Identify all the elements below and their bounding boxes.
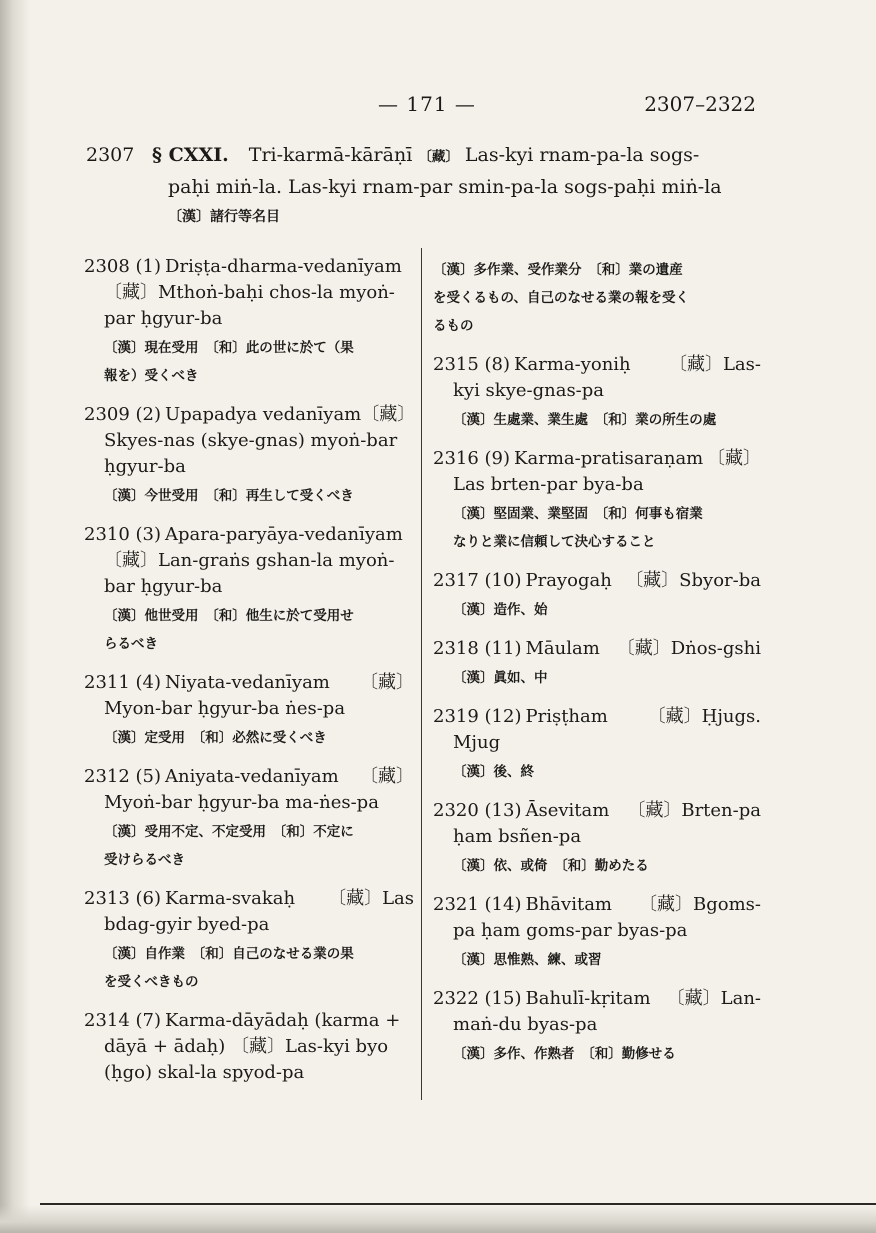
entry-number: 2319 (12) [433,706,522,727]
tibetan-lead: 〔藏〕Las [328,888,414,909]
cjk-gloss: 〔漢〕他世受用 〔和〕他生に於て受用せ [104,608,354,624]
dictionary-entry [84,764,414,872]
entry-number: 2317 (10) [433,570,522,591]
entry-headword-line [84,1008,414,1034]
entry-number: 2320 (13) [433,800,522,821]
entry-headword-line [84,764,414,790]
sanskrit-term: Karma-yoniḥ [514,354,631,375]
entry-number: 2321 (14) [433,894,522,915]
sanskrit-term: Bhāvitam [525,894,612,915]
entry-headword [433,446,707,472]
entry-headword-line [433,568,761,594]
entry-headword-line [433,446,761,472]
entry-number: 2309 (2) [84,404,162,425]
section-title: Tri-karmā-kārāṇī [248,144,413,166]
dictionary-entry [84,254,414,388]
section-entry-number: 2307 [86,144,135,166]
entry-headword-line [433,798,761,824]
entry-number: 2308 (1) [84,256,162,277]
entry-headword-line [433,986,761,1012]
cjk-gloss: なりと業に信頼して決心すること [453,534,656,550]
tibetan-equivalent: Skyes-nas (skye-gnas) myoṅ-bar [104,430,398,451]
page-bottom-rule [40,1203,876,1205]
section-han-gloss: 〔漢〕諸行等名目 [168,209,280,225]
tibetan-lead: 〔藏〕 [707,448,761,469]
cjk-gloss: 受けらるべき [104,852,185,868]
tibetan-equivalent: Myon-bar ḥgyur-ba ṅes-pa [104,698,346,719]
tibetan-lead: 〔藏〕Brten-pa [627,800,761,821]
entry-headword [433,352,669,378]
tibetan-lead: 〔藏〕Sbyor-ba [625,570,761,591]
tibetan-equivalent: ḥgyur-ba [104,456,186,477]
cjk-gloss: 〔漢〕多作、作熟者 〔和〕勤修せる [453,1046,676,1062]
cjk-gloss: るもの [433,318,474,334]
cjk-gloss: 〔漢〕多作業、受作業分 〔和〕業の遺産 [433,262,683,278]
tibetan-equivalent: par ḥgyur-ba [104,308,223,329]
dictionary-entry [84,670,414,750]
cjk-gloss: 〔漢〕受用不定、不定受用 〔和〕不定に [104,824,354,840]
entry-headword [84,1008,414,1034]
entry-headword [84,522,414,548]
section-heading [86,140,766,232]
cjk-gloss: 〔漢〕造作、始 [453,602,548,618]
entry-headword [433,986,667,1012]
section-tibetan-start: Las-kyi rnam-pa-la sogs- [464,144,700,166]
dictionary-entry [433,568,761,622]
dictionary-entry [433,704,761,784]
entry-headword [433,892,639,918]
entry-number: 2318 (11) [433,638,522,659]
tibetan-lead: 〔藏〕Las- [668,354,761,375]
cjk-gloss: を受くるもの、自己のなせる業の報を受く [433,290,689,306]
entry-headword [84,764,360,790]
tibetan-equivalent: 〔藏〕Lan-graṅs gshan-la myoṅ- [104,550,395,571]
entry-number: 2314 (7) [84,1010,162,1031]
cjk-gloss: 〔漢〕堅固業、業堅固 〔和〕何事も宿業 [453,506,703,522]
entry-headword-line [433,352,761,378]
entry-headword [433,636,617,662]
cjk-gloss: 〔漢〕眞如、中 [453,670,548,686]
entry-range: 2307–2322 [644,92,756,116]
sanskrit-term: Apara-paryāya-vedanīyam [165,524,403,545]
tibetan-equivalent: bar ḥgyur-ba [104,576,223,597]
entry-number: 2315 (8) [433,354,511,375]
sanskrit-term: Aniyata-vedanīyam [165,766,339,787]
section-heading-line [86,140,766,172]
entry-number: 2313 (6) [84,888,162,909]
tibetan-equivalent: bdag-gyir byed-pa [104,914,270,935]
tibetan-lead: 〔藏〕 [361,404,416,425]
tibetan-equivalent: ḥam bsñen-pa [453,826,582,847]
tibetan-equivalent: maṅ-du byas-pa [453,1014,598,1035]
sanskrit-term: Niyata-vedanīyam [165,672,330,693]
entry-number: 2322 (15) [433,988,522,1009]
entry-headword [433,798,627,824]
sanskrit-term: Prayogaḥ [525,570,612,591]
sanskrit-term: Priṣṭham [525,706,608,727]
cjk-gloss: 〔漢〕現在受用 〔和〕此の世に於て（果 [104,340,354,356]
tibetan-equivalent: (ḥgo) skal-la spyod-pa [104,1062,305,1083]
left-column [84,254,414,1100]
tibetan-lead: 〔藏〕 [360,672,414,693]
tibetan-equivalent: kyi skye-gnas-pa [453,380,605,401]
dictionary-entry [84,886,414,994]
tibetan-equivalent: dāyā + ādaḥ) 〔藏〕Las-kyi byo [104,1036,389,1057]
sanskrit-term: Bahulī-kṛitam [525,988,651,1009]
sanskrit-term: Karma-pratisaraṇam [514,448,704,469]
cjk-gloss: 〔漢〕自作業 〔和〕自己のなせる業の果 [104,946,354,962]
section-mark: § CXXI. [152,144,229,166]
entry-headword-line [84,886,414,912]
entry-headword [433,704,648,730]
dictionary-entry [433,892,761,972]
entry-headword-line [84,522,414,548]
entry-headword-line [84,402,414,428]
entry-headword-line [84,254,414,280]
dictionary-entry [433,446,761,554]
carried-gloss [433,258,761,338]
sanskrit-term: Māulam [525,638,600,659]
tibetan-equivalent: Las brten-par bya-ba [453,474,644,495]
right-column [433,254,761,1080]
dictionary-entry [84,522,414,656]
dictionary-entry [84,402,414,508]
entry-headword [84,402,361,428]
page-number: — 171 — [378,92,476,116]
section-tibetan-tag: 〔藏〕 [418,149,459,165]
entry-number: 2310 (3) [84,524,162,545]
column-divider [421,248,422,1100]
entry-headword-line [84,670,414,696]
cjk-gloss: らるべき [104,636,158,652]
entry-headword [84,670,360,696]
tibetan-equivalent: pa ḥam goms-par byas-pa [453,920,688,941]
page-bottom-shadow [0,1205,876,1233]
dictionary-entry [433,986,761,1066]
section-continuation: paḥi miṅ-la. Las-kyi rnam-par smin-pa-la sogs-paḥi miṅ-la [168,176,722,198]
entry-headword [84,254,414,280]
entry-headword [84,886,328,912]
dictionary-entry [433,798,761,878]
entry-headword [433,568,625,594]
tibetan-lead: 〔藏〕 [360,766,414,787]
entry-number: 2312 (5) [84,766,162,787]
tibetan-equivalent: 〔藏〕Mthoṅ-baḥi chos-la myoṅ- [104,282,395,303]
sanskrit-term: Driṣṭa-dharma-vedanīyam [165,256,402,277]
sanskrit-term: Upapadya vedanīyam [165,404,362,425]
cjk-gloss: を受くべきもの [104,974,199,990]
tibetan-lead: 〔藏〕Lan- [666,988,761,1009]
tibetan-lead: 〔藏〕Dṅos-gshi [616,638,761,659]
sanskrit-term: Āsevitam [525,800,610,821]
cjk-gloss: 〔漢〕後、終 [453,764,534,780]
tibetan-equivalent: Myoṅ-bar ḥgyur-ba ma-ṅes-pa [104,792,379,813]
page-left-shadow [0,0,30,1233]
entry-number: 2316 (9) [433,448,511,469]
entry-headword-line [433,636,761,662]
dictionary-entry [433,636,761,690]
cjk-gloss: 報を）受くべき [104,368,199,384]
cjk-gloss: 〔漢〕今世受用 〔和〕再生して受くべき [104,488,354,504]
dictionary-entry [433,352,761,432]
cjk-gloss: 〔漢〕生處業、業生處 〔和〕業の所生の處 [453,412,717,428]
sanskrit-term: Karma-dāyādaḥ (karma + [165,1010,401,1031]
entry-number: 2311 (4) [84,672,162,693]
tibetan-lead: 〔藏〕Ḥjugs. [647,706,761,727]
cjk-gloss: 〔漢〕定受用 〔和〕必然に受くべき [104,730,327,746]
tibetan-lead: 〔藏〕Bgoms- [639,894,761,915]
sanskrit-term: Karma-svakaḥ [165,888,296,909]
dictionary-entry [84,1008,414,1086]
cjk-gloss: 〔漢〕依、或倚 〔和〕勤めたる [453,858,649,874]
entry-headword-line [433,704,761,730]
cjk-gloss: 〔漢〕思惟熟、練、或習 [453,952,602,968]
entry-headword-line [433,892,761,918]
tibetan-equivalent: Mjug [453,732,501,753]
